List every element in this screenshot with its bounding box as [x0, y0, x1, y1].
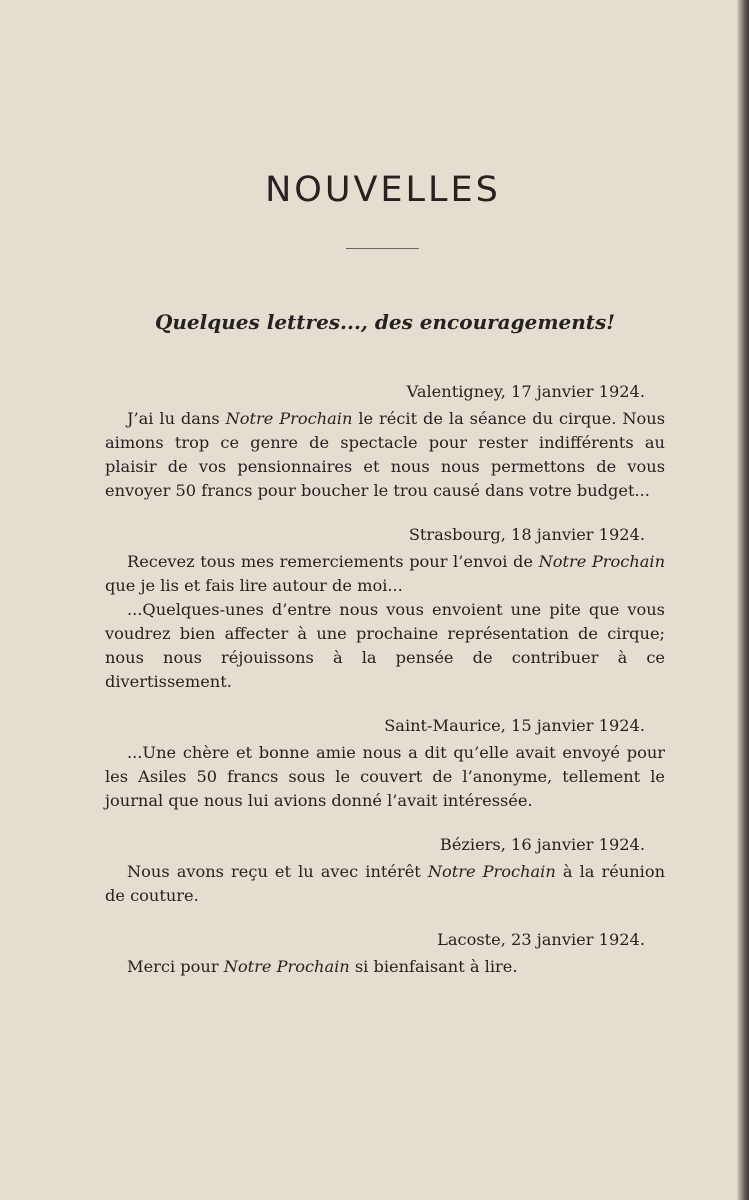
letter-place-date: Lacoste, 23 janvier 1924. — [437, 930, 645, 949]
journal-title-italic: Notre Prochain — [427, 862, 556, 881]
letter-text: Nous avons reçu et lu avec intérêt — [127, 862, 428, 881]
letters-list — [105, 380, 665, 999]
letter-text: J’ai lu dans — [127, 409, 226, 428]
journal-title-italic: Notre Prochain — [538, 552, 665, 571]
letter-entry — [105, 380, 665, 503]
letter-paragraph — [105, 741, 665, 813]
letter-paragraph — [105, 860, 665, 908]
letter-text: à la réunion de couture. — [105, 862, 666, 905]
letter-text: ...Quelques-unes d’entre nous vous envoient une pite que vous voudrez bien affecter à une prochaine représentation de cirque; nous nous réjouissons à la pensée de contribuer à ce divertissement. — [105, 600, 665, 691]
letter-paragraph — [105, 598, 665, 694]
letter-text: Recevez tous mes remerciements pour l’envoi de — [127, 552, 539, 571]
letter-text: que je lis et fais lire autour de moi... — [105, 576, 403, 595]
letter-entry — [105, 833, 665, 908]
letter-place-date: Saint-Maurice, 15 janvier 1924. — [384, 716, 645, 735]
page-title: NOUVELLES — [265, 170, 501, 210]
section-subtitle: Quelques lettres..., des encouragements! — [154, 310, 616, 334]
letter-entry — [105, 928, 665, 979]
journal-title-italic: Notre Prochain — [223, 957, 350, 976]
letter-entry — [105, 523, 665, 694]
letter-text: ...Une chère et bonne amie nous a dit qu’elle avait envoyé pour les Asiles 50 francs sous le couvert de l’anonyme, tellement le journal que nous lui avions donné l’avait intéressée. — [105, 743, 665, 810]
letter-text: le récit de la séance du cirque. Nous aimons trop ce genre de spectacle pour rester indifférents au plaisir de vos pensionnaires et nous nous permettons de vous envoyer 50 francs pour boucher le trou causé dans votre budget... — [105, 409, 666, 500]
letter-paragraph — [105, 407, 665, 503]
letter-place-date: Strasbourg, 18 janvier 1924. — [408, 525, 645, 544]
journal-title-italic: Notre Prochain — [225, 409, 353, 428]
letter-place-date: Béziers, 16 janvier 1924. — [439, 835, 645, 854]
letter-place-date: Valentigney, 17 janvier 1924. — [406, 382, 645, 401]
title-divider — [346, 248, 419, 249]
letter-paragraph — [105, 955, 665, 979]
letter-paragraph — [105, 550, 665, 598]
letter-text: si bienfaisant à lire. — [349, 957, 518, 976]
letter-entry — [105, 714, 665, 813]
letter-text: Merci pour — [127, 957, 224, 976]
